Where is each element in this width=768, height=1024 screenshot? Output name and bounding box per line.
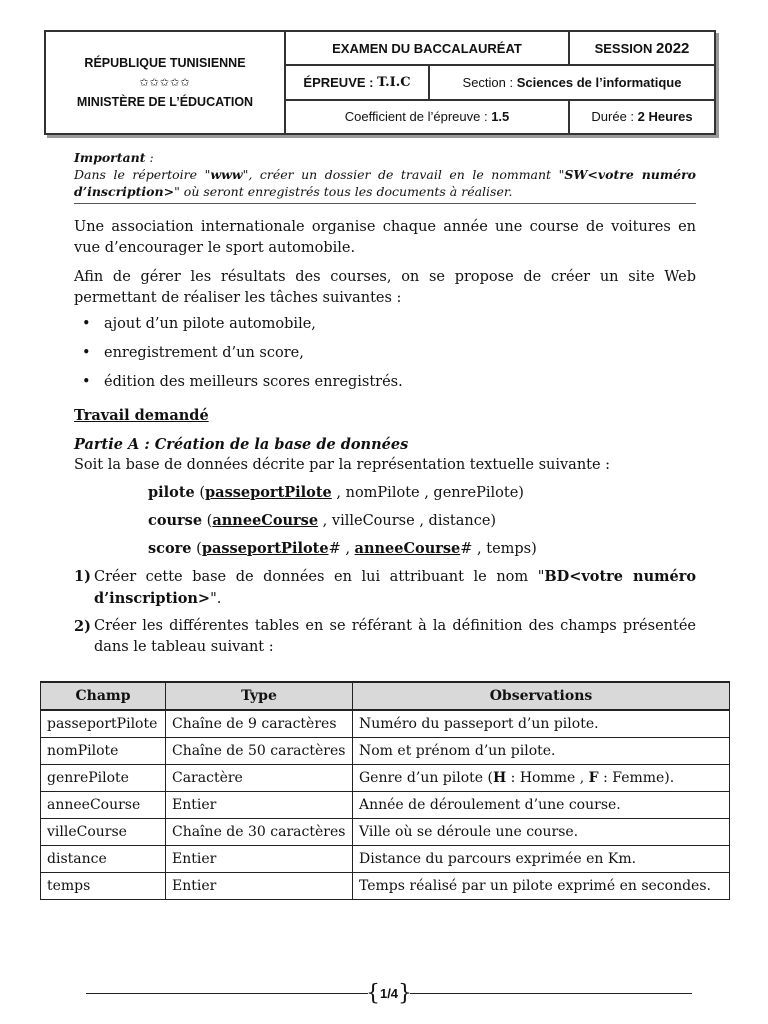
schema-intro: Soit la base de données décrite par la représentation textuelle suivante : xyxy=(74,456,611,473)
table-row: distance Entier Distance du parcours exprimée en Km. xyxy=(41,846,730,873)
table-row: anneeCourse Entier Année de déroulement d’une course. xyxy=(41,792,730,819)
column-header: Observations xyxy=(353,682,730,710)
db-schema xyxy=(148,482,696,560)
country-name: RÉPUBLIQUE TUNISIENNE xyxy=(84,56,246,70)
section-cell: Section : Sciences de l’informatique xyxy=(428,66,714,98)
question-1: 1) Créer cette base de données en lui attribuant le nom "BD<votre numéro d’inscription>". xyxy=(74,567,696,607)
schema-pilote: pilote (passeportPilote , nomPilote , genrePilote) xyxy=(148,483,524,501)
table-row: passeportPilote Chaîne de 9 caractères Numéro du passeport d’un pilote. xyxy=(41,710,730,738)
institution-block xyxy=(46,32,286,133)
exam-content xyxy=(74,150,696,658)
schema-score: score (passeportPilote# , anneeCourse# , temps) xyxy=(148,539,537,557)
table-row: temps Entier Temps réalisé par un pilote exprimé en secondes. xyxy=(41,873,730,900)
task-list xyxy=(74,314,696,393)
list-item: • ajout d’un pilote automobile, xyxy=(104,314,696,335)
list-item: • édition des meilleurs scores enregistrés. xyxy=(104,372,696,393)
fields-table xyxy=(40,681,730,900)
footer-divider xyxy=(410,993,692,994)
part-a-title: Partie A : Création de la base de données xyxy=(74,435,409,453)
page-number: { 1/4 } xyxy=(368,986,410,1001)
coefficient-cell: Coefficient de l’épreuve : 1.5 xyxy=(344,109,510,125)
ministry-name: MINISTÈRE DE L’ÉDUCATION xyxy=(76,95,254,109)
important-note: Important : Dans le répertoire "www", créer un dossier de travail en le nommant "SW<votre numéro d’inscription>" où seront enregistrés tous les documents à réaliser. xyxy=(74,150,696,204)
stars-ornament: ✩✩✩✩✩ xyxy=(139,77,191,89)
page-footer xyxy=(86,978,692,1008)
exam-header xyxy=(44,30,716,135)
footer-divider xyxy=(86,993,368,994)
section-title: Travail demandé xyxy=(74,406,209,424)
column-header: Champ xyxy=(41,682,166,710)
exam-title: EXAMEN DU BACCALAURÉAT xyxy=(332,40,522,56)
table-row: genrePilote Caractère Genre d’un pilote (H : Homme , F : Femme). xyxy=(41,765,730,792)
intro-paragraph-2: Afin de gérer les résultats des courses, on se propose de créer un site Web permettant de réaliser les tâches suivantes : xyxy=(74,268,696,306)
question-2: 2) Créer les différentes tables en se référant à la définition des champs présentée dans le tableau suivant : xyxy=(74,617,696,655)
table-row: nomPilote Chaîne de 50 caractères Nom et prénom d’un pilote. xyxy=(41,738,730,765)
column-header: Type xyxy=(166,682,353,710)
list-item: • enregistrement d’un score, xyxy=(104,343,696,364)
epreuve-cell: ÉPREUVE : T.I.C xyxy=(303,74,411,90)
session-cell: SESSION 2022 xyxy=(568,32,714,64)
table-row: villeCourse Chaîne de 30 caractères Ville où se déroule une course. xyxy=(41,819,730,846)
schema-course: course (anneeCourse , villeCourse , distance) xyxy=(148,511,497,529)
duration-cell: Durée : 2 Heures xyxy=(568,101,714,133)
intro-paragraph-1: Une association internationale organise chaque année une course de voitures en vue d’encourager le sport automobile. xyxy=(74,218,696,256)
